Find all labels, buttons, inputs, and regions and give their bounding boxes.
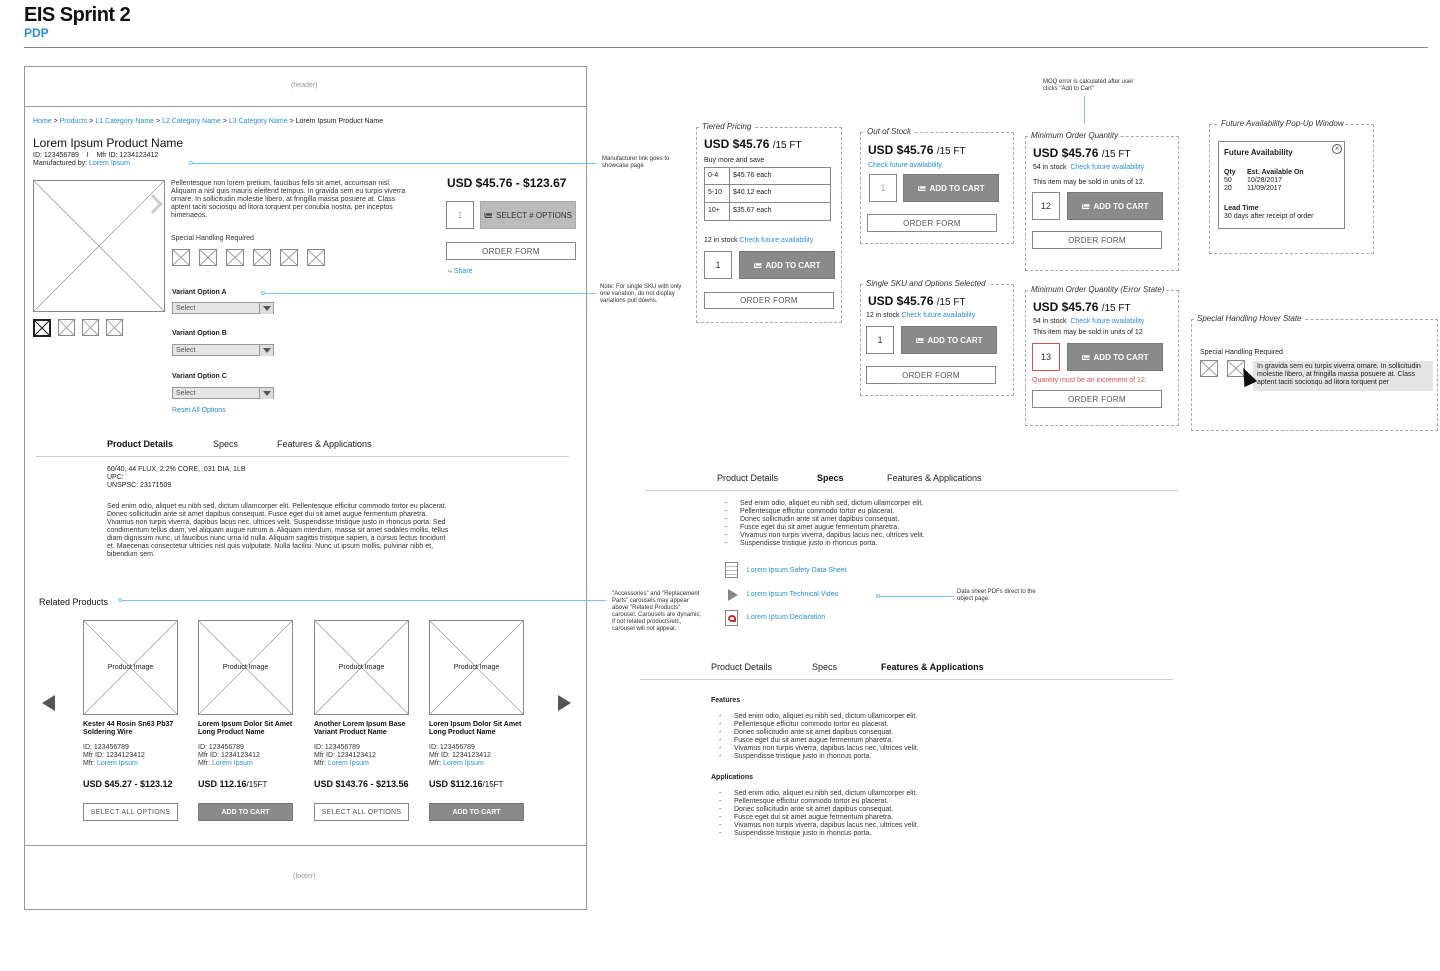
- specs-tab-features[interactable]: Features & Applications: [887, 473, 982, 483]
- features-tab-features[interactable]: Features & Applications: [881, 662, 984, 672]
- reset-options-link[interactable]: Reset All Options: [172, 407, 226, 414]
- hover-handling-icon-1[interactable]: [1200, 360, 1218, 377]
- future-lead-label: Lead Time: [1224, 205, 1259, 212]
- breadcrumb-l2[interactable]: L2 Category Name: [162, 118, 221, 125]
- bullet-item: - Vivamus non turpis viverra, dapibus lacus nec, ultrices velit.: [725, 532, 925, 540]
- variant-b-select[interactable]: Select: [172, 344, 274, 356]
- oos-title: Out of Stock: [867, 127, 912, 136]
- single-sku-title: Single SKU and Options Selected: [866, 279, 986, 288]
- product-image-label: Product Image: [338, 664, 385, 671]
- note-moq: MOQ error is calculated after user clicks "Add to Cart": [1043, 79, 1134, 92]
- breadcrumb-current: Lorem Ipsum Product Name: [295, 118, 384, 125]
- product-title: Lorem Ipsum Product Name: [33, 136, 184, 150]
- related-product-name[interactable]: Another Lorem Ipsum Base Variant Product Name: [314, 721, 406, 736]
- moq-error-qty-input[interactable]: 13: [1032, 343, 1060, 371]
- related-mfr-link[interactable]: Lorem Ipsum: [212, 760, 253, 767]
- related-product-button[interactable]: SELECT ALL OPTIONS: [314, 803, 409, 821]
- chevron-down-icon: [259, 345, 273, 356]
- main-product-image[interactable]: [33, 180, 165, 312]
- features-heading: Features: [711, 697, 741, 704]
- moq-error-order-form-button[interactable]: ORDER FORM: [1032, 390, 1162, 408]
- footer-placeholder: (footer): [293, 873, 316, 880]
- special-handling-label: Special Handling Required: [171, 235, 254, 242]
- related-mfr-link[interactable]: Lorem Ipsum: [328, 760, 369, 767]
- handling-icon-6[interactable]: [307, 249, 325, 266]
- related-product-price: USD $143.76 - $213.56: [314, 779, 409, 789]
- handling-icon-5[interactable]: [280, 249, 298, 266]
- footer-divider: [24, 845, 587, 846]
- single-sku-qty-input[interactable]: 1: [866, 326, 894, 354]
- related-product-meta: ID: 123456789 Mfr ID: 1234123412 Mfr: Lorem Ipsum: [314, 744, 376, 767]
- specs-tab-specs[interactable]: Specs: [817, 473, 844, 483]
- future-row-2: 20: [1224, 185, 1232, 192]
- share-icon: ⤷: [448, 268, 452, 275]
- tiered-order-form-button[interactable]: ORDER FORM: [704, 292, 834, 309]
- sheet-title: EIS Sprint 2: [24, 4, 131, 26]
- tiered-buy-more: Buy more and save: [704, 157, 765, 164]
- breadcrumb-l1[interactable]: L1 Category Name: [95, 118, 155, 125]
- cart-icon: [754, 262, 762, 268]
- bullet-item: - Suspendisse tristique justo in rhoncus porta.: [719, 753, 919, 761]
- handling-icon-1[interactable]: [172, 249, 190, 266]
- declaration-link[interactable]: Lorem Ipsum Declaration: [747, 614, 826, 621]
- bullet-item: - Fusce eget dui sit amet augue fermentum pharetra.: [725, 524, 925, 532]
- related-product-name[interactable]: Lorem Ipsum Dolor Sit Amet Long Product Name: [198, 721, 293, 736]
- tab-features[interactable]: Features & Applications: [277, 439, 372, 449]
- header-divider: [24, 106, 587, 107]
- price-range: USD $45.76 - $123.67: [447, 176, 567, 190]
- variant-b-label: Variant Option B: [172, 330, 227, 337]
- moq-qty-input[interactable]: 12: [1032, 192, 1060, 220]
- future-title: Future Availability Pop-Up Window: [1221, 119, 1344, 128]
- related-product-image[interactable]: [83, 620, 178, 715]
- thumbnail-3[interactable]: [82, 319, 99, 336]
- single-sku-price: USD $45.76 /15 FT: [868, 294, 966, 308]
- moq-error-units: This item may be sold in units of 12: [1033, 329, 1143, 336]
- specs-divider: [645, 490, 1178, 491]
- tier-row: 5-10 $40.12 each: [704, 185, 831, 203]
- related-product-price: USD 112.16/15FT: [198, 779, 268, 789]
- future-lead-value: 30 days after receipt of order: [1224, 213, 1314, 220]
- related-product-button[interactable]: ADD TO CART: [429, 803, 524, 821]
- details-body: Sed enim odio, aliquet eu nibh sed, dictum ullamcorper elit. Pellentesque efficitur commodo tortor eu placerat. Donec sollicitudin ante sit amet dapibus consequat. Fusce eget dui sit amet augue fermentum pharetra. Vivamus non turpis viverra, dapibus lacus nec, ultrices velit. Suspendisse tristique justo in rhoncus porta. Sed condimentum tellus diam, vel aliquam augue rutrum a. Aliquam interdum, massa sit amet sodales mollis, tellus diam dignissim nunc, ut faucibus nunc urna id nulla. Aliquam sagittis tristique sapien, a cursus lectus tincidunt et. Maecenas consectetur ultricies nisl quis vulputate. Nulla facilisi. Nunc ut ipsum mollis, pulvinar nibh et, bibendum sem.: [107, 503, 449, 558]
- share-link[interactable]: ⤷ Share: [448, 268, 473, 275]
- related-product-meta: ID: 123456789 Mfr ID: 1234123412 Mfr: Lorem Ipsum: [198, 744, 260, 767]
- check-availability-link[interactable]: Check future availability: [901, 312, 976, 319]
- bullet-item: - Fusce eget dui sit amet augue fermentum pharetra.: [719, 737, 919, 745]
- moq-error-add-to-cart-button[interactable]: ADD TO CART: [1067, 343, 1163, 371]
- related-mfr-link[interactable]: Lorem Ipsum: [97, 760, 138, 767]
- related-product-name[interactable]: Loren Ipsum Dolor Sit Amet Long Product Name: [429, 721, 522, 736]
- tier-row: 10+ $35.67 each: [704, 203, 831, 221]
- single-sku-order-form-button[interactable]: ORDER FORM: [866, 366, 996, 384]
- technical-video-link[interactable]: Lorem Ipsum Technical Video: [747, 591, 839, 598]
- sheet-subtitle: PDP: [24, 26, 49, 40]
- bullet-item: - Pellentesque efficitur commodo tortor eu placerat.: [719, 798, 919, 806]
- note-datasheet: Data sheet PDFs direct to the object page.: [957, 589, 1036, 602]
- moq-error-message: Quantity must be an increment of 12.: [1032, 377, 1147, 384]
- future-row-1-date: 10/28/2017: [1247, 177, 1283, 184]
- product-description: Pellentesque non lorem pretium, faucibus felis sit amet, accumsan nisl. Aliquam a nisl quis mauris eleifend tempus. In gravida sem eu turpis viverra ornare. In sollicitudin molestie libero, at fringilla massa posuere at. Class aptent taciti sociosqu ad litora torquent per conubia nostra, per inceptos himenaeos.: [171, 180, 406, 219]
- breadcrumb-l3[interactable]: L3 Category Name: [228, 118, 288, 125]
- handling-icon-4[interactable]: [253, 249, 271, 266]
- bullet-item: - Pellentesque efficitur commodo tortor eu placerat.: [719, 721, 919, 729]
- pdf-icon: [725, 610, 738, 626]
- note-accessories: "Accessories" and "Replacement Parts" carousels may appear above "Related Products" carousel. Carousels are dynamic; if not related products/etc, carousel will not appear.: [612, 591, 702, 632]
- moq-error-price: USD $45.76 /15 FT: [1033, 300, 1131, 314]
- bullet-item: - Donec sollicitudin ante sit amet dapibus consequat.: [719, 729, 919, 737]
- cart-icon: [484, 212, 492, 218]
- specs-bullets: [725, 500, 925, 548]
- breadcrumb-products[interactable]: Products: [59, 118, 88, 125]
- bullet-item: - Donec sollicitudin ante sit amet dapibus consequat.: [725, 516, 925, 524]
- moq-stock: 54 in stock Check future availability: [1033, 164, 1145, 171]
- check-availability-link[interactable]: Check future availability: [1070, 318, 1145, 325]
- future-col-date: Est. Available On: [1247, 169, 1304, 176]
- bullet-item: - Vivamus non turpis viverra, dapibus lacus nec, ultrices velit.: [719, 822, 919, 830]
- bullet-item: - Sed enim odio, aliquet eu nibh sed, dictum ullamcorper elit.: [719, 790, 919, 798]
- product-image-label: Product Image: [107, 664, 154, 671]
- cart-icon: [1082, 203, 1090, 209]
- cart-icon: [916, 337, 924, 343]
- note-connector: [122, 600, 606, 601]
- hover-label: Special Handling Required: [1200, 349, 1283, 356]
- handling-icon-2[interactable]: [199, 249, 217, 266]
- select-options-button[interactable]: SELECT # OPTIONS: [480, 201, 576, 229]
- future-row-2-date: 11/09/2017: [1247, 185, 1282, 192]
- cart-icon: [918, 185, 926, 191]
- related-product-button[interactable]: SELECT ALL OPTIONS: [83, 803, 178, 821]
- header-placeholder: (header): [291, 82, 318, 89]
- future-row-1: 50: [1224, 177, 1232, 184]
- moq-error-stock: 54 in stock Check future availability: [1033, 318, 1145, 325]
- bullet-item: - Suspendisse tristique justo in rhoncus porta.: [725, 540, 925, 548]
- oos-add-to-cart-button[interactable]: ADD TO CART: [903, 174, 999, 202]
- tiered-add-to-cart-button[interactable]: ADD TO CART: [739, 251, 835, 279]
- related-product-image[interactable]: [198, 620, 293, 715]
- note-connector: [880, 596, 954, 597]
- safety-data-sheet-link[interactable]: Lorem Ipsum Safety Data Sheet: [747, 567, 847, 574]
- oos-price: USD $45.76 /15 FT: [868, 143, 966, 157]
- document-icon: [725, 562, 738, 578]
- hover-tooltip: In gravida sem eu turpis viverra ornare. In sollicitudin molestie libero, at fringilla massa posuere at. Class aptent taciti sociosqu ad litora torquent per: [1253, 361, 1433, 391]
- product-image-label: Product Image: [453, 664, 500, 671]
- moq-order-form-button[interactable]: ORDER FORM: [1032, 231, 1162, 249]
- moq-add-to-cart-button[interactable]: ADD TO CART: [1067, 192, 1163, 220]
- moq-units: This item may be sold in units of 12.: [1033, 179, 1145, 186]
- carousel-next-icon[interactable]: [558, 695, 571, 711]
- bullet-item: - Suspendisse tristique justo in rhoncus porta.: [719, 830, 919, 838]
- handling-icon-3[interactable]: [226, 249, 244, 266]
- features-tab-specs[interactable]: Specs: [812, 662, 838, 672]
- manufacturer-link[interactable]: Lorem Ipsum: [89, 160, 130, 167]
- manufacturer-line: Manufactured by: Lorem Ipsum: [33, 160, 130, 167]
- note-connector: [1084, 96, 1085, 124]
- tab-product-details[interactable]: Product Details: [107, 439, 174, 449]
- bullet-item: - Pellentesque efficitur commodo tortor eu placerat.: [725, 508, 925, 516]
- tabs-divider: [36, 456, 569, 457]
- hover-title: Special Handling Hover State: [1197, 314, 1302, 323]
- related-product-price: USD $112.16/15FT: [429, 779, 504, 789]
- related-product-price: USD $45.27 - $123.12: [83, 779, 173, 789]
- thumbnail-1[interactable]: [33, 319, 51, 337]
- moq-title: Minimum Order Quantity: [1031, 131, 1119, 140]
- thumbnail-2[interactable]: [58, 319, 75, 336]
- tiered-qty-input[interactable]: 1: [704, 251, 732, 279]
- related-product-meta: ID: 123456789 Mfr ID: 1234123412 Mfr: Lorem Ipsum: [429, 744, 491, 767]
- bullet-item: - Fusce eget dui sit amet augue fermentum pharetra.: [719, 814, 919, 822]
- related-title: Related Products: [39, 597, 109, 607]
- future-col-qty: Qty: [1224, 169, 1236, 176]
- variant-a-select[interactable]: Select: [172, 302, 274, 314]
- moq-error-title: Minimum Order Quantity (Error State): [1031, 285, 1165, 294]
- note-manufacturer: Manufacturer link goes to showcase page: [602, 156, 670, 169]
- product-ids: ID: 123456789 I Mfr ID: 1234123412: [33, 152, 159, 159]
- tiered-stock: 12 in stock Check future availability: [704, 237, 814, 244]
- bullet-item: - Vivamus non turpis viverra, dapibus lacus nec, ultrices velit.: [719, 745, 919, 753]
- variant-a-label: Variant Option A: [172, 289, 227, 296]
- variant-c-label: Variant Option C: [172, 373, 227, 380]
- close-icon[interactable]: ×: [1332, 144, 1342, 154]
- chevron-down-icon: [259, 388, 273, 399]
- play-icon: [728, 589, 738, 601]
- bullet-item: - Sed enim odio, aliquet eu nibh sed, dictum ullamcorper elit.: [719, 713, 919, 721]
- order-form-button[interactable]: ORDER FORM: [446, 242, 576, 260]
- note-connector: [265, 293, 596, 294]
- related-product-name[interactable]: Kester 44 Rosin Sn63 Pb37 Soldering Wire: [83, 721, 174, 736]
- breadcrumb-home[interactable]: Home: [33, 118, 52, 125]
- thumbnail-4[interactable]: [106, 319, 123, 336]
- carousel-prev-icon[interactable]: [42, 695, 55, 711]
- applications-heading: Applications: [711, 774, 754, 781]
- check-availability-link[interactable]: Check future availability: [1070, 164, 1145, 171]
- tab-specs[interactable]: Specs: [213, 439, 239, 449]
- specs-tab-product-details[interactable]: Product Details: [717, 473, 779, 483]
- related-product-image[interactable]: [314, 620, 409, 715]
- top-divider: [24, 47, 1428, 48]
- applications-bullets: [719, 790, 919, 838]
- note-single-sku: Note: For single SKU with only one variation, do not display variations pull downs.: [600, 284, 682, 304]
- related-product-image[interactable]: [429, 620, 524, 715]
- features-tab-product-details[interactable]: Product Details: [711, 662, 773, 672]
- details-specs: 60/40, 44 FLUX, 2.2% CORE, .031 DIA, 1LB UPC: UNSPSC: 23171509: [107, 466, 246, 489]
- tiered-price: USD $45.76 /15 FT: [704, 137, 802, 151]
- oos-check-link[interactable]: Check future availability: [868, 162, 942, 169]
- breadcrumb: Home > Products > L1 Category Name > L2 Category Name > L3 Category Name > Lorem Ipsum Product Name: [33, 118, 384, 125]
- oos-order-form-button[interactable]: ORDER FORM: [867, 214, 997, 232]
- variant-c-select[interactable]: Select: [172, 387, 274, 399]
- oos-qty-input[interactable]: 1: [869, 174, 897, 202]
- tiered-title: Tiered Pricing: [702, 122, 752, 131]
- features-bullets: [719, 713, 919, 761]
- related-mfr-link[interactable]: Lorem Ipsum: [443, 760, 484, 767]
- single-sku-stock: 12 in stock Check future availability: [866, 312, 976, 319]
- cart-icon: [1082, 354, 1090, 360]
- check-availability-link[interactable]: Check future availability: [739, 237, 814, 244]
- related-product-meta: ID: 123456789 Mfr ID: 1234123412 Mfr: Lorem Ipsum: [83, 744, 145, 767]
- future-heading: Future Availability: [1224, 148, 1293, 157]
- bullet-item: - Sed enim odio, aliquet eu nibh sed, dictum ullamcorper elit.: [725, 500, 925, 508]
- tier-row: 0-4 $45.76 each: [704, 167, 831, 185]
- related-product-button[interactable]: ADD TO CART: [198, 803, 293, 821]
- bullet-item: - Donec sollicitudin ante sit amet dapibus consequat.: [719, 806, 919, 814]
- quantity-input[interactable]: 1: [446, 201, 474, 229]
- moq-price: USD $45.76 /15 FT: [1033, 146, 1131, 160]
- features-divider: [640, 679, 1173, 680]
- chevron-down-icon: [259, 303, 273, 314]
- note-connector: [193, 163, 596, 164]
- product-image-label: Product Image: [222, 664, 269, 671]
- single-sku-add-to-cart-button[interactable]: ADD TO CART: [901, 326, 997, 354]
